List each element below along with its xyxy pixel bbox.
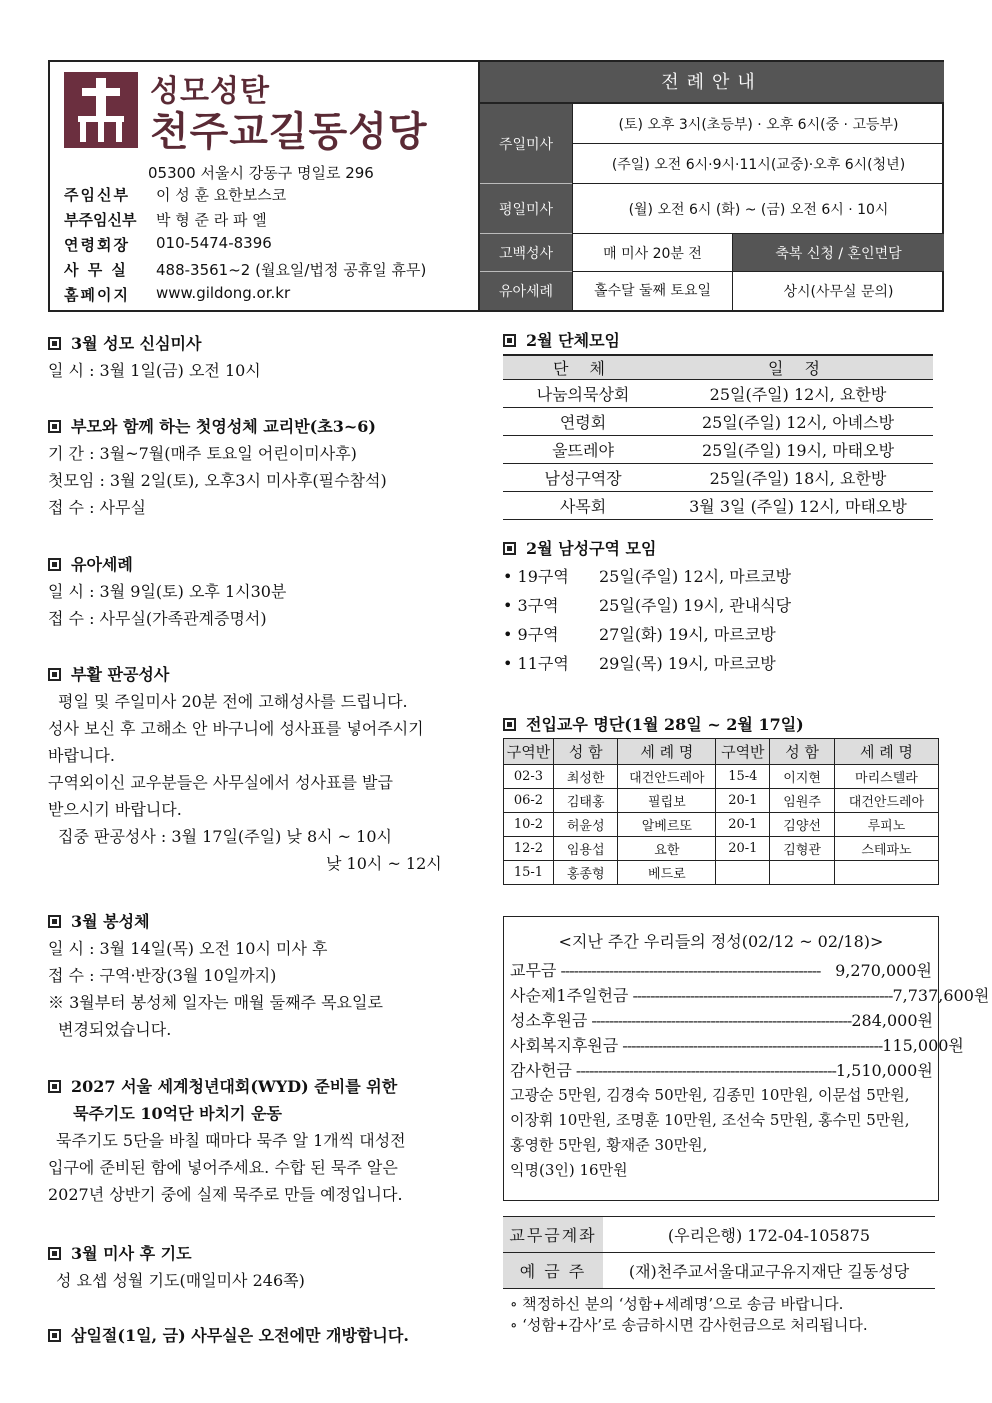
section-home-communion: 3월 봉성체 일 시 : 3월 14일(목) 오전 10시 미사 후 접 수 : 구역·반장(3월 10일까지) ※ 3월부터 봉성체 일자는 매월 둘째주 목요일로 변경되었습니다. — [48, 912, 383, 1039]
table-row: 10-2 허윤성 알베르또 20-1 김양선 루피노 — [504, 813, 939, 837]
account-table — [503, 1216, 935, 1289]
offering-title: <지난 주간 우리들의 정성(02/12 ~ 02/18)> — [558, 932, 884, 951]
groups-table: 단 체 일 정 나눔의묵상회 25일(주일) 12시, 요한방 연령회 25일(주일) 12시, 아녜스방 울뜨레야 25일(주일) 19시, 마태오방 남성구역장 25일(주일) 18시, 요한방 사목회 3월 3일 (주일) 12시, 마태오방 — [503, 354, 933, 520]
confession-label: 고백성사 — [480, 234, 572, 272]
donor-line: 홍영한 5만원, 황재준 30만원, — [510, 1136, 708, 1154]
table-row: 15-1 홍종형 베드로 — [504, 861, 939, 885]
confession-time: 매 미사 20분 전 — [572, 234, 732, 272]
weekday-mass: (월) 오전 6시 (화) ~ (금) 오전 6시 · 10시 — [572, 184, 944, 234]
parish-address: 05300 서울시 강동구 명일로 296 — [148, 164, 374, 182]
account-label: 교무금계좌 — [503, 1217, 603, 1253]
parish-title: 천주교길동성당 — [150, 109, 428, 155]
table-row: 울뜨레야 25일(주일) 19시, 마태오방 — [503, 436, 933, 464]
bulletin-header — [48, 60, 944, 312]
table-row: 사목회 3월 3일 (주일) 12시, 마태오방 — [503, 492, 933, 520]
donor-line: 이장휘 10만원, 조명훈 10만원, 조선숙 5만원, 홍수민 5만원, — [510, 1111, 910, 1129]
section-infant-baptism: 유아세례 일 시 : 3월 9일(토) 오후 1시30분 접 수 : 사무실(가족관계증명서) — [48, 555, 287, 628]
table-row: 02-3 최성한 대건안드레아 15-4 이지현 마리스텔라 — [504, 765, 939, 789]
sunday-mass-sunday: (주일) 오전 6시·9시·11시(교중)·오후 6시(청년) — [572, 144, 944, 184]
baptism-day: 홀수달 둘째 토요일 — [572, 272, 732, 310]
baptism-note: 상시(사무실 문의) — [732, 272, 944, 310]
list-item: • 19구역 25일(주일) 12시, 마르코방 — [503, 567, 792, 586]
list-item: • 9구역 27일(화) 19시, 마르코방 — [503, 625, 776, 644]
table-row: 나눔의묵상회 25일(주일) 12시, 요한방 — [503, 380, 933, 408]
offering-row: 성소후원금 ----------------------------------------------------------- 284,000원 — [510, 1011, 933, 1030]
baptism-label: 유아세례 — [480, 272, 572, 310]
groups-title: 2월 단체모임 — [503, 327, 620, 354]
section-march-prayer: 3월 미사 후 기도 성 요셉 성월 기도(매일미사 246쪽) — [48, 1240, 476, 1294]
section-easter-confession: 부활 판공성사 평일 및 주일미사 20분 전에 고해성사를 드립니다. 성사 보신 후 고해소 안 바구니에 성사표를 넣어주시기 바랍니다. 구역외이신 교우분들은 사무실에서 성사표를 발급 받으시기 바랍니다. 집중 판공성사 : 3월 17일(주일) 낮 8시 ~ 10시 낮 10시 ~ 12시 — [48, 665, 442, 873]
section-first-communion: 부모와 함께 하는 첫영성체 교리반(초3~6) 기 간 : 3월~7월(매주 토요일 어린이미사후) 첫모임 : 3월 2일(토), 오후3시 미사후(필수참석) 접 수 : 사무실 — [48, 417, 387, 517]
donor-line: 익명(3인) 16만원 — [510, 1161, 628, 1179]
weekday-mass-label: 평일미사 — [480, 184, 572, 234]
sunday-mass-saturday: (토) 오후 3시(초등부) · 오후 6시(중 · 고등부) — [572, 104, 944, 144]
list-item: • 3구역 25일(주일) 19시, 관내식당 — [503, 596, 792, 615]
offering-row: 감사헌금 ----------------------------------------------------------- 1,510,000원 — [510, 1061, 933, 1080]
table-row: 06-2 김태홍 필립보 20-1 임원주 대건안드레아 — [504, 789, 939, 813]
holder-label: 예 금 주 — [503, 1253, 603, 1289]
holder-name: (재)천주교서울대교구유지재단 길동성당 — [603, 1253, 935, 1289]
section-office-notice: 삼일절(1일, 금) 사무실은 오전에만 개방합니다. — [48, 1322, 476, 1349]
church-logo-icon — [64, 72, 138, 148]
parish-subtitle: 성모성탄 — [150, 74, 270, 109]
section-wyd-rosary: 2027 서울 세계청년대회(WYD) 준비를 위한 묵주기도 10억단 바치기 운동 묵주기도 5단을 바칠 때마다 묵주 알 1개씩 대성전 입구에 준비된 함에 넣어주세요. 수합 된 묵주 알은 2027년 상반기 중에 실제 묵주로 만들 예정입니다. — [48, 1077, 406, 1204]
offering-row: 교무금 ----------------------------------------------------------- 9,270,000원 — [510, 961, 932, 980]
table-row: 연령회 25일(주일) 12시, 아녜스방 — [503, 408, 933, 436]
account-number: (우리은행) 172-04-105875 — [603, 1217, 935, 1253]
offering-row: 사회복지후원금 ----------------------------------------------------------- 115,000원 — [510, 1036, 964, 1055]
sunday-mass-label: 주일미사 — [480, 104, 572, 184]
section-district-meetings: 2월 남성구역 모임 • 19구역 25일(주일) 12시, 마르코방 • 3구역 25일(주일) 19시, 관내식당 • 9구역 27일(화) 19시, 마르코방 • 11구역 29일(목) 19시, 마르코방 — [503, 535, 933, 678]
liturgy-schedule — [480, 62, 944, 310]
blessing-request: 축복 신청 / 혼인면담 — [732, 234, 944, 272]
donor-line: 고광순 5만원, 김경숙 50만원, 김종민 10만원, 이문섭 5만원, — [510, 1086, 910, 1104]
remittance-notes: ∘ 책정하신 분의 ‘성함+세례명’으로 송금 바랍니다. ∘ ‘성함+감사’로 송금하시면 감사헌금으로 처리됩니다. — [510, 1295, 868, 1334]
section-marian-mass: 3월 성모 신심미사 일 시 : 3월 1일(금) 오전 10시 — [48, 334, 261, 380]
list-item: • 11구역 29일(목) 19시, 마르코방 — [503, 654, 776, 673]
table-row: 12-2 임용섭 요한 20-1 김형관 스테파노 — [504, 837, 939, 861]
offering-box — [503, 916, 990, 1201]
newcomers-table: 구역반 성 함 세 례 명 구역반 성 함 세 례 명 02-3 최성한 대건안드레아 15-4 이지현 마리스텔라 06-2 김태홍 필립보 20-1 임원주 대건안드레아 10-2 허윤성 알베르또 20-1 김양선 루피노 12-2 임용섭 요한 20-1 김형관 스테파노 15-1 홍종형 베드로 — [503, 738, 939, 885]
table-row: 남성구역장 25일(주일) 18시, 요한방 — [503, 464, 933, 492]
schedule-heading: 전례안내 — [480, 62, 944, 104]
offering-row: 사순제1주일헌금 ----------------------------------------------------------- 7,737,600원 — [510, 986, 990, 1005]
parish-info-panel: 성모성탄 천주교길동성당 05300 서울시 강동구 명일로 296 주임신부 이 성 훈 요한보스코 부주임신부 박 형 준 라 파 엘 연령회장 010-5474-8396 사 무 실 488-3561~2 (월요일/법정 공휴일 휴무) 홈페이지 www.gildong.or.kr — [50, 62, 480, 310]
newcomers-title: 전입교우 명단(1월 28일 ~ 2월 17일) — [503, 711, 804, 738]
